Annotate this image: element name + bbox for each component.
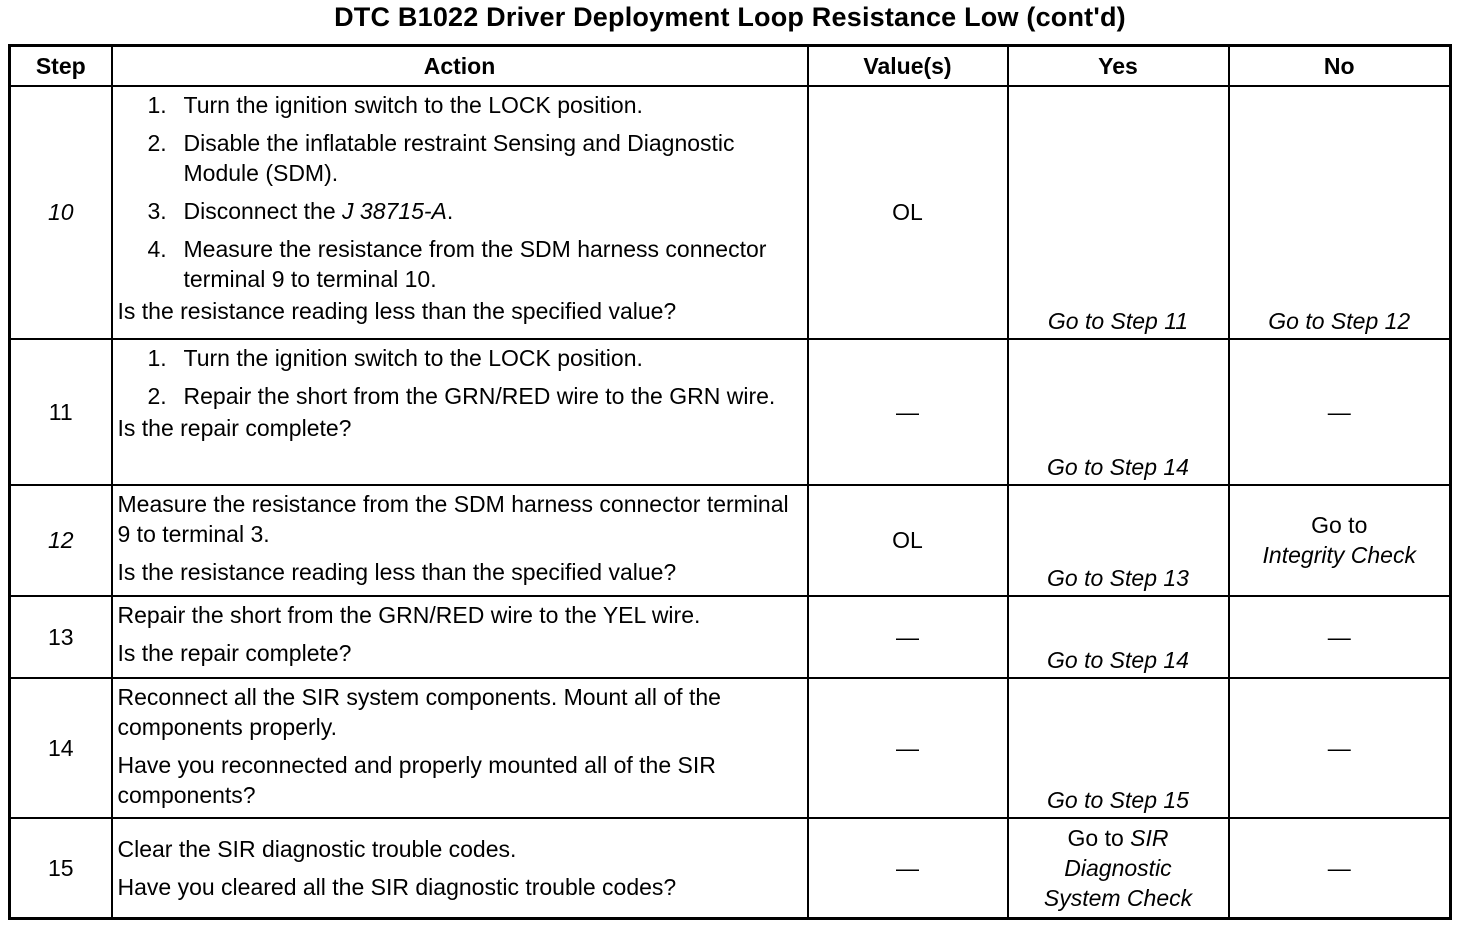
- table-row: [10, 86, 1451, 339]
- yes-cell: Go to Step 13: [1008, 485, 1229, 595]
- value-cell: —: [808, 339, 1008, 485]
- action-question: Is the resistance reading less than the specified value?: [117, 559, 677, 586]
- diagnostic-table: [8, 44, 1452, 920]
- table-row: [10, 485, 1451, 595]
- yes-cell-line: Go to SIR: [1067, 825, 1169, 852]
- no-cell: Go to Step 12: [1229, 86, 1451, 339]
- list-item: 2. Repair the short from the GRN/RED wire to the GRN wire.: [147, 382, 776, 409]
- action-cell: [112, 339, 808, 485]
- action-cell: [112, 678, 808, 818]
- value-cell: —: [808, 818, 1008, 918]
- header-values: Value(s): [808, 46, 1008, 87]
- value-cell: —: [808, 678, 1008, 818]
- header-step: Step: [10, 46, 112, 87]
- yes-cell-line: Diagnostic: [1064, 855, 1172, 882]
- no-cell: —: [1229, 678, 1451, 818]
- yes-cell: [1008, 818, 1229, 918]
- list-item: 4. Measure the resistance from the SDM harness connector terminal 9 to terminal 10.: [147, 236, 767, 292]
- action-text: Measure the resistance from the SDM harness connector terminal 9 to terminal 3.: [117, 491, 789, 548]
- step-number: 15: [10, 818, 112, 918]
- no-cell: —: [1229, 339, 1451, 485]
- step-number: 10: [10, 86, 112, 339]
- action-list: [118, 90, 802, 294]
- header-yes: Yes: [1008, 46, 1229, 87]
- yes-cell-line: System Check: [1043, 885, 1193, 912]
- value-cell: —: [808, 596, 1008, 678]
- step-number: 11: [10, 339, 112, 485]
- header-action: Action: [112, 46, 808, 87]
- step-number: 13: [10, 596, 112, 678]
- action-list: [118, 343, 802, 411]
- action-cell: [112, 596, 808, 678]
- action-text: Repair the short from the GRN/RED wire to the YEL wire.: [117, 601, 701, 628]
- no-cell-line: Go to: [1311, 512, 1368, 539]
- page-title: DTC B1022 Driver Deployment Loop Resistance Low (cont'd): [334, 2, 1126, 32]
- integrity-check-link: Integrity Check: [1262, 542, 1416, 569]
- step-number: 12: [10, 485, 112, 595]
- value-cell: OL: [808, 485, 1008, 595]
- action-question: Have you cleared all the SIR diagnostic trouble codes?: [117, 874, 677, 901]
- list-item: 2. Disable the inflatable restraint Sensing and Diagnostic Module (SDM).: [147, 130, 735, 186]
- list-item: 1. Turn the ignition switch to the LOCK position.: [147, 344, 643, 371]
- action-question: Have you reconnected and properly mounted all of the SIR components?: [117, 751, 716, 808]
- value-cell: OL: [808, 86, 1008, 339]
- table-row: [10, 678, 1451, 818]
- action-text: Clear the SIR diagnostic trouble codes.: [117, 836, 517, 863]
- no-cell: —: [1229, 596, 1451, 678]
- header-row: [10, 46, 1451, 87]
- header-no: No: [1229, 46, 1451, 87]
- list-item: 1. Turn the ignition switch to the LOCK position.: [147, 92, 643, 118]
- yes-cell: Go to Step 14: [1008, 596, 1229, 678]
- table-row: [10, 818, 1451, 918]
- action-question: Is the resistance reading less than the specified value?: [117, 298, 677, 324]
- no-cell: —: [1229, 818, 1451, 918]
- yes-cell: Go to Step 11: [1008, 86, 1229, 339]
- tool-reference: J 38715-A: [342, 198, 447, 224]
- action-question: Is the repair complete?: [117, 639, 352, 666]
- table-row: [10, 339, 1451, 485]
- yes-cell: Go to Step 15: [1008, 678, 1229, 818]
- step-number: 14: [10, 678, 112, 818]
- list-item: 3. Disconnect the J 38715-A.: [147, 198, 454, 224]
- action-cell: [112, 485, 808, 595]
- no-cell: [1229, 485, 1451, 595]
- table-row: [10, 596, 1451, 678]
- action-cell: [112, 818, 808, 918]
- yes-cell: Go to Step 14: [1008, 339, 1229, 485]
- action-text: Reconnect all the SIR system components. Mount all of the components properly.: [117, 683, 721, 740]
- action-cell: [112, 86, 808, 339]
- action-question: Is the repair complete?: [117, 414, 352, 441]
